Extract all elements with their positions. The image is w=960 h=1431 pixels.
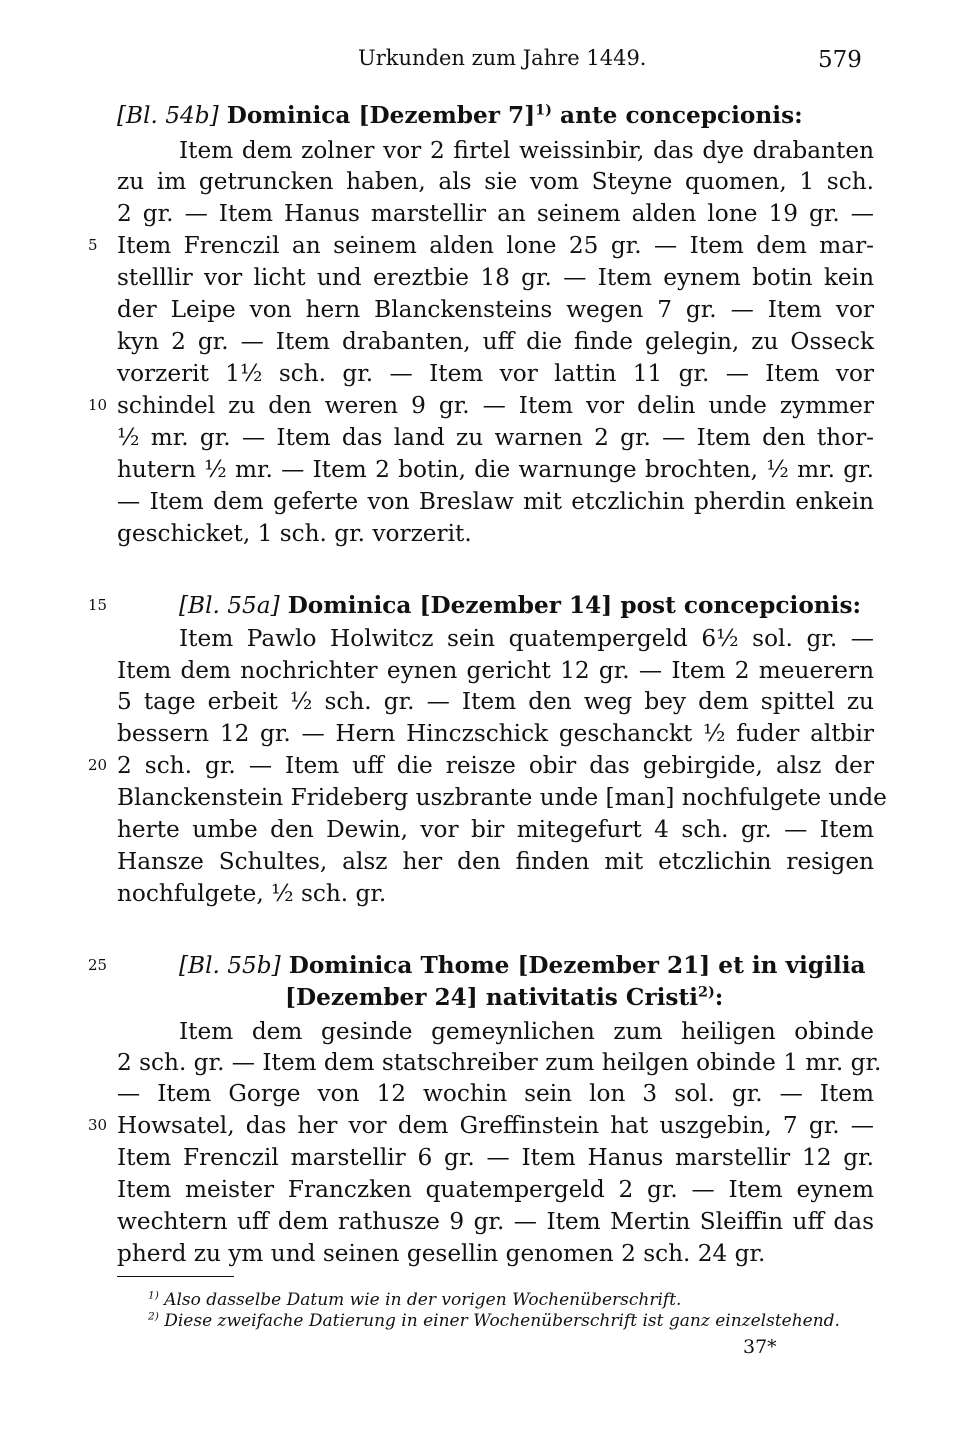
- text-line: 2 sch. gr. — Item uff die reisze obir das gebirgide, alsz der: [117, 752, 874, 779]
- footnote-text: Also dasselbe Datum wie in der vorigen Wochenüberschrift.: [164, 1290, 682, 1310]
- text-line: stelllir vor licht und ereztbie 18 gr. — Item eynem botin kein: [117, 264, 874, 291]
- text-line: wechtern uff dem rathusze 9 gr. — Item Mertin Sleiffin uff das: [117, 1208, 874, 1235]
- text-line: Howsatel, das her vor dem Greffinstein hat uszgebin, 7 gr. —: [117, 1112, 874, 1139]
- text-line: zu im getruncken haben, als sie vom Steyne quomen, 1 sch.: [117, 168, 874, 195]
- leaf-reference: [Bl. 55a]: [179, 592, 280, 619]
- line-number: 15: [88, 596, 108, 614]
- line-number: 30: [88, 1116, 108, 1134]
- text-line: Item meister Franczken quatempergeld 2 gr. — Item eynem: [117, 1176, 874, 1203]
- heading-title-end: ante concepcionis:: [551, 102, 803, 129]
- text-line: kyn 2 gr. — Item drabanten, uff die finde gelegin, zu Osseck: [117, 328, 874, 355]
- footnote-text: Diese zweifache Datierung in einer Wochenüberschrift ist ganz einzelstehend.: [164, 1311, 840, 1331]
- text-line: 2 sch. gr. — Item dem statschreiber zum heilgen obinde 1 mr. gr.: [117, 1049, 882, 1076]
- text-line: schindel zu den weren 9 gr. — Item vor delin unde zymmer: [117, 392, 874, 419]
- footnote-mark: 2): [148, 1310, 159, 1323]
- leaf-reference: [Bl. 55b]: [179, 952, 281, 979]
- heading-title: [Dezember 24] nativitatis Cristi: [285, 984, 698, 1011]
- footnote: [148, 1311, 840, 1331]
- text-line: nochfulgete, ½ sch. gr.: [117, 880, 387, 907]
- text-line: — Item dem geferte von Breslaw mit etczlichin pherdin enkein: [117, 488, 874, 515]
- text-line: Item Frenczil an seinem alden lone 25 gr. — Item dem mar-: [117, 232, 874, 259]
- text-line: Item Frenczil marstellir 6 gr. — Item Hanus marstellir 12 gr.: [117, 1144, 874, 1171]
- text-line: hutern ½ mr. — Item 2 botin, die warnunge brochten, ½ mr. gr.: [117, 456, 874, 483]
- text-line: 2 gr. — Item Hanus marstellir an seinem alden lone 19 gr. —: [117, 200, 874, 227]
- text-line: ½ mr. gr. — Item das land zu warnen 2 gr. — Item den thor-: [117, 424, 874, 451]
- text-line: bessern 12 gr. — Hern Hinczschick geschanckt ½ fuder altbir: [117, 720, 874, 747]
- footnote-mark: 1): [148, 1289, 159, 1302]
- section-heading: [117, 100, 874, 131]
- section-heading-line2: [285, 982, 960, 1013]
- heading-title: Dominica [Dezember 7]: [226, 102, 536, 129]
- text-line: der Leipe von hern Blanckensteins wegen 7 gr. — Item vor: [117, 296, 874, 323]
- text-line: Item dem zolner vor 2 firtel weissinbir, das dye drabanten: [179, 137, 874, 164]
- text-line: Item Pawlo Holwitcz sein quatempergeld 6½ sol. gr. —: [179, 625, 874, 652]
- text-line: Item dem nochrichter eynen gericht 12 gr. — Item 2 meuerern: [117, 657, 874, 684]
- text-line: pherd zu ym und seinen gesellin genomen 2 sch. 24 gr.: [117, 1240, 766, 1267]
- leaf-reference: [Bl. 54b]: [117, 102, 219, 129]
- line-number: 25: [88, 956, 108, 974]
- footnote-mark: 1): [535, 101, 552, 119]
- text-line: Blanckenstein Frideberg uszbrante unde [man] nochfulgete unde: [117, 784, 887, 811]
- footnote-rule: [117, 1276, 234, 1277]
- heading-title: Dominica [Dezember 14] post concepcionis:: [287, 592, 862, 619]
- section-heading: [179, 950, 936, 981]
- page-number: 579: [818, 47, 862, 73]
- line-number: 10: [88, 396, 108, 414]
- text-line: Item dem gesinde gemeynlichen zum heiligen obinde: [179, 1018, 874, 1045]
- heading-title-end: :: [714, 984, 724, 1011]
- printer-signature: 37*: [743, 1336, 777, 1358]
- line-number: 20: [88, 756, 108, 774]
- heading-title: Dominica Thome [Dezember 21] et in vigilia: [288, 952, 866, 979]
- section-heading: [179, 590, 936, 621]
- text-line: — Item Gorge von 12 wochin sein lon 3 sol. gr. — Item: [117, 1080, 874, 1107]
- running-title: Urkunden zum Jahre 1449.: [358, 46, 647, 70]
- footnote: [148, 1290, 681, 1310]
- text-line: Hansze Schultes, alsz her den finden mit etczlichin resigen: [117, 848, 874, 875]
- text-line: geschicket, 1 sch. gr. vorzerit.: [117, 520, 472, 547]
- line-number: 5: [88, 236, 98, 254]
- text-line: 5 tage erbeit ½ sch. gr. — Item den weg bey dem spittel zu: [117, 688, 874, 715]
- text-line: herte umbe den Dewin, vor bir mitegefurt 4 sch. gr. — Item: [117, 816, 874, 843]
- text-line: vorzerit 1½ sch. gr. — Item vor lattin 11 gr. — Item vor: [117, 360, 874, 387]
- footnote-mark: 2): [697, 983, 715, 1001]
